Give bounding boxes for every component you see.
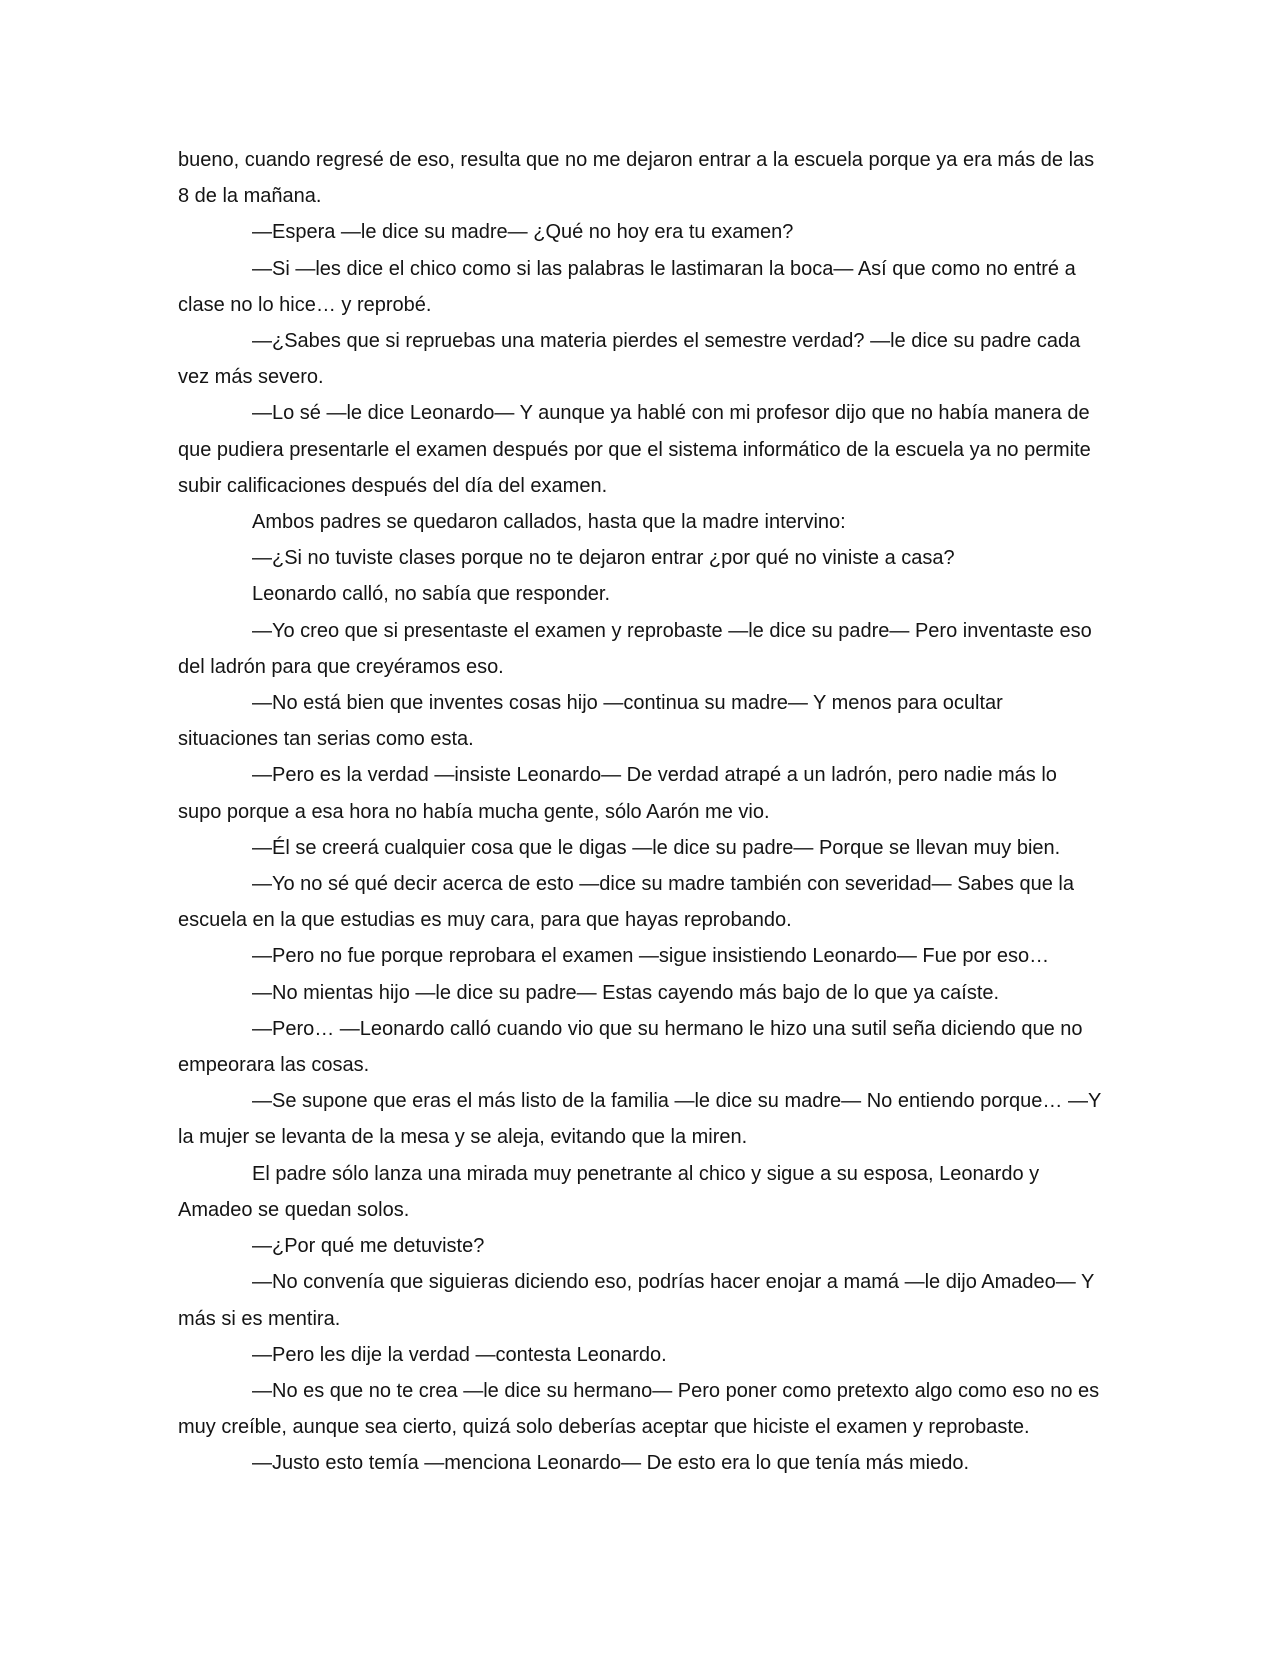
paragraph: ―¿Sabes que si repruebas una materia pierdes el semestre verdad? ―le dice su padre cada vez más severo. (178, 330, 1081, 389)
paragraph: ―Yo creo que si presentaste el examen y reprobaste ―le dice su padre― Pero inventaste eso del ladrón para que creyéramos eso. (178, 619, 1092, 678)
paragraph: ―Pero… ―Leonardo calló cuando vio que su hermano le hizo una sutil seña diciendo que no empeorara las cosas. (178, 1017, 1083, 1077)
body-text (178, 142, 1102, 1482)
paragraph: ―Pero no fue porque reprobara el examen ―sigue insistiendo Leonardo― Fue por eso… (252, 945, 1050, 968)
paragraph: ―Si ―les dice el chico como si las palabras le lastimaran la boca― Así que como no entré a clase no lo hice… y reprobé. (178, 257, 1076, 316)
paragraph: ―Yo no sé qué decir acerca de esto ―dice su madre también con severidad― Sabes que la escuela en la que estudias es muy cara, para que hayas reprobando. (178, 873, 1074, 932)
paragraph: ―Justo esto temía ―menciona Leonardo― De esto era lo que tenía más miedo. (252, 1452, 970, 1475)
paragraph: ―No está bien que inventes cosas hijo ―continua su madre― Y menos para ocultar situaciones tan serias como esta. (178, 692, 1003, 751)
paragraph: ―No convenía que siguieras diciendo eso, podrías hacer enojar a mamá ―le dijo Amadeo― Y más si es mentira. (178, 1271, 1094, 1330)
paragraph: ―Lo sé ―le dice Leonardo― Y aunque ya hablé con mi profesor dijo que no había manera de que pudiera presentarle el examen después por que el sistema informático de la escuela ya no permite subir calificaciones después del día del examen. (178, 402, 1091, 497)
paragraph: Leonardo calló, no sabía que responder. (252, 583, 611, 606)
paragraph: ―Espera ―le dice su madre― ¿Qué no hoy era tu examen? (252, 221, 794, 244)
paragraph: Ambos padres se quedaron callados, hasta que la madre intervino: (252, 511, 846, 534)
paragraph: ―Pero les dije la verdad ―contesta Leonardo. (252, 1343, 667, 1366)
paragraph: ―Él se creerá cualquier cosa que le digas ―le dice su padre― Porque se llevan muy bien. (252, 836, 1061, 859)
paragraph: ―Pero es la verdad ―insiste Leonardo― De verdad atrapé a un ladrón, pero nadie más lo supo porque a esa hora no había mucha gente, sólo Aarón me vio. (178, 764, 1057, 823)
paragraph: ―¿Si no tuviste clases porque no te dejaron entrar ¿por qué no viniste a casa? (252, 547, 955, 570)
paragraph: ―No es que no te crea ―le dice su hermano― Pero poner como pretexto algo como eso no es muy creíble, aunque sea cierto, quizá solo deberías aceptar que hiciste el examen y reprobaste. (178, 1379, 1100, 1439)
paragraph: ―Se supone que eras el más listo de la familia ―le dice su madre― No entiendo porque… ―Y la mujer se levanta de la mesa y se aleja, evitando que la miren. (178, 1090, 1101, 1149)
paragraph: ―¿Por qué me detuviste? (252, 1235, 485, 1258)
paragraph: ―No mientas hijo ―le dice su padre― Estas cayendo más bajo de lo que ya caíste. (252, 981, 1000, 1004)
paragraph: bueno, cuando regresé de eso, resulta que no me dejaron entrar a la escuela porque ya era más de las 8 de la mañana. (178, 149, 1095, 208)
paragraph: El padre sólo lanza una mirada muy penetrante al chico y sigue a su esposa, Leonardo y Amadeo se quedan solos. (178, 1162, 1040, 1221)
